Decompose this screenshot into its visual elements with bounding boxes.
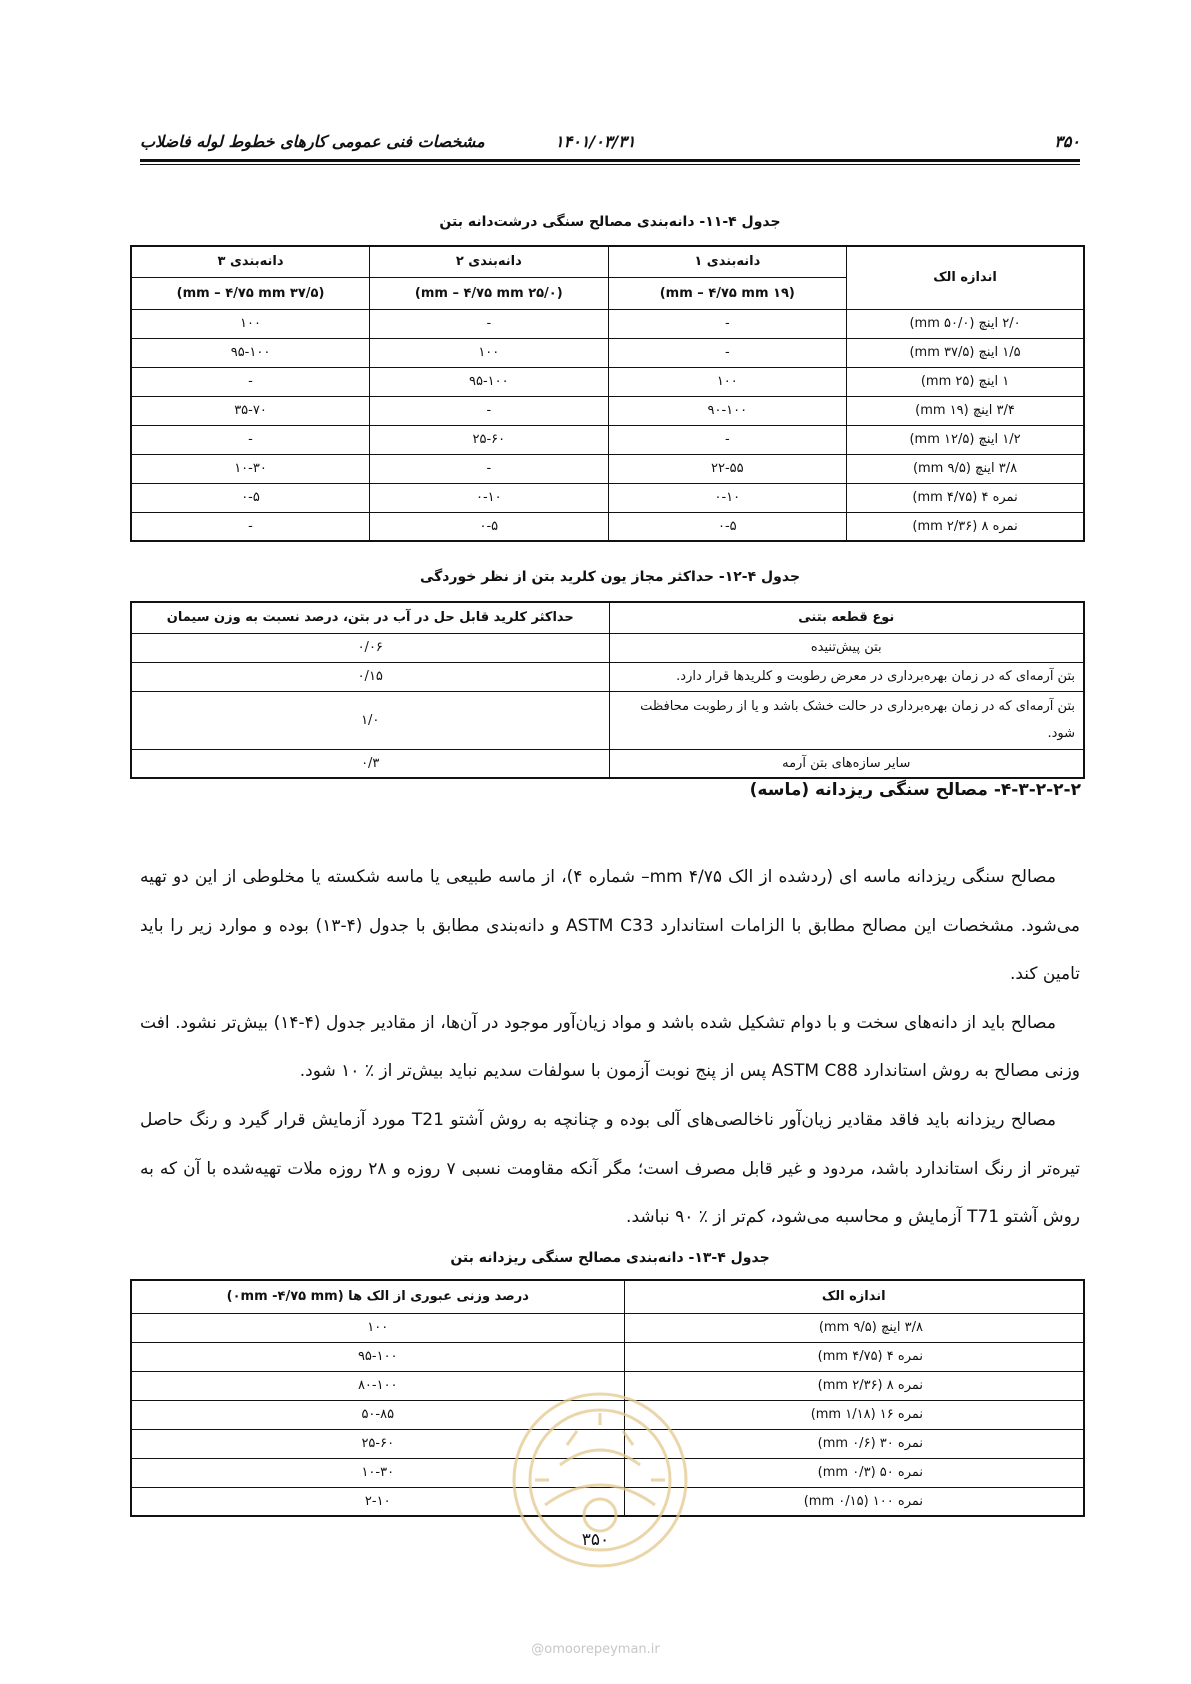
sieve-size-cell: نمره ۸ (۲/۳۶ mm) (847, 512, 1084, 541)
paragraph: مصالح ریزدانه باید فاقد مقادیر زیان‌آور ناخالصی‌های آلی بوده و چنانچه به روش آشتو T21 مورد آزمایش قرار گیرد و رنگ حاصل تیره‌تر از رنگ استاندارد باشد، مردود و غیر قابل مصرف است؛ مگر آنکه مقاومت نسبی ۷ روزه و ۲۸ روزه ملات تهیه‌شده با آن که به روش آشتو T71 آزمایش و محاسبه می‌شود، کم‌تر از ٪ ۹۰ نباشد. (140, 1109, 1080, 1228)
concrete-type-cell: بتن پیش‌تنیده (609, 633, 1084, 662)
passing-percent-cell: ۱۰۰ (131, 1313, 624, 1342)
table-row (131, 483, 1084, 512)
paragraph: مصالح سنگی ریزدانه ماسه ای (ردشده از الک ۴/۷۵ mm– شماره ۴)، از ماسه طبیعی یا ماسه شکسته یا مخلوطی از این دو تهیه می‌شود. مشخصات این مصالح مطابق با الزامات استاندارد ASTM C33 و دانه‌بندی مطابق با جدول (۴-۱۳) بوده و موارد زیر را باید تامین کند. (140, 867, 1080, 985)
max-chloride-cell: ۱/۰ (131, 691, 609, 749)
sieve-size-cell: نمره ۸ (۲/۳۶ mm) (624, 1371, 1084, 1400)
header-title: مشخصات فنی عمومی کارهای خطوط لوله فاضلاب (140, 132, 485, 151)
gradation-2-cell: ۲۵-۶۰ (370, 425, 609, 454)
max-chloride-cell: ۰/۱۵ (131, 662, 609, 691)
concrete-type-cell: سایر سازه‌های بتن آرمه (609, 749, 1084, 778)
gradation-3-cell: - (131, 425, 370, 454)
table-row (131, 662, 1084, 691)
max-chloride-cell: ۰/۰۶ (131, 633, 609, 662)
header-date: ۱۴۰۱/۰۳/۳۱ (555, 132, 636, 151)
sieve-size-cell: نمره ۳۰ (۰/۶ mm) (624, 1429, 1084, 1458)
sieve-size-cell: ۱ اینچ (۲۵ mm) (847, 367, 1084, 396)
sieve-size-cell: نمره ۱۰۰ (۰/۱۵ mm) (624, 1487, 1084, 1516)
gradation-2-cell: ۰-۱۰ (370, 483, 609, 512)
table-row (131, 338, 1084, 367)
page-header (140, 128, 1080, 168)
gradation-1-cell: ۹۰-۱۰۰ (608, 396, 847, 425)
header-rule-thin (140, 164, 1080, 165)
sieve-size-cell: نمره ۴ (۴/۷۵ mm) (847, 483, 1084, 512)
gradation-2-header: دانه‌بندی ۲ (370, 246, 609, 277)
gradation-1-cell: ۲۲-۵۵ (608, 454, 847, 483)
gradation-2-cell: ۹۵-۱۰۰ (370, 367, 609, 396)
passing-percent-cell: ۹۵-۱۰۰ (131, 1342, 624, 1371)
gradation-3-cell: ۱۰-۳۰ (131, 454, 370, 483)
gradation-2-cell: - (370, 454, 609, 483)
gradation-2-cell: ۱۰۰ (370, 338, 609, 367)
table-row (131, 691, 1084, 749)
sieve-size-cell: نمره ۵۰ (۰/۳ mm) (624, 1458, 1084, 1487)
gradation-3-range: (۳۷/۵ mm – ۴/۷۵ mm) (131, 277, 370, 309)
passing-percent-cell: ۲-۱۰ (131, 1487, 624, 1516)
max-chloride-header: حداکثر کلرید قابل حل در آب در بتن، درصد نسبت به وزن سیمان (131, 602, 609, 633)
gradation-3-cell: ۳۵-۷۰ (131, 396, 370, 425)
table2-caption: جدول ۴-۱۲- حداکثر مجاز یون کلرید بتن از نظر خوردگی (419, 569, 801, 585)
table-row (131, 425, 1084, 454)
gradation-3-header: دانه‌بندی ۳ (131, 246, 370, 277)
passing-percent-cell: ۱۰-۳۰ (131, 1458, 624, 1487)
sieve-size-header: اندازه الک (847, 246, 1084, 309)
gradation-1-cell: ۰-۱۰ (608, 483, 847, 512)
sieve-size-cell: ۱/۲ اینچ (۱۲/۵ mm) (847, 425, 1084, 454)
passing-percent-cell: ۸۰-۱۰۰ (131, 1371, 624, 1400)
table-row (131, 1342, 1084, 1371)
concrete-type-header: نوع قطعه بتنی (609, 602, 1084, 633)
gradation-2-range: (۲۵/۰ mm – ۴/۷۵ mm) (370, 277, 609, 309)
header-page-number: ۳۵۰ (1054, 132, 1080, 151)
coarse-aggregate-rows (131, 309, 1084, 541)
table-row (131, 454, 1084, 483)
coarse-aggregate-table (130, 245, 1085, 542)
table-row (131, 749, 1084, 778)
table-row (131, 396, 1084, 425)
sieve-size-header: اندازه الک (624, 1280, 1084, 1313)
sieve-size-cell: ۳/۴ اینچ (۱۹ mm) (847, 396, 1084, 425)
table1-caption: جدول ۴-۱۱- دانه‌بندی مصالح سنگی درشت‌دانه بتن (439, 214, 781, 230)
paragraph: مصالح باید از دانه‌های سخت و با دوام تشکیل شده باشد و مواد زیان‌آور موجود در آن‌ها، از مقادیر جدول (۴-۱۴) بیش‌تر نشود. افت وزنی مصالح به روش استاندارد ASTM C88 پس از پنج نوبت آزمون با سولفات سدیم نباید بیش‌تر از ٪ ۱۰ شود. (140, 1012, 1080, 1082)
chloride-limit-rows (131, 633, 1084, 778)
header-rule (140, 159, 1080, 162)
gradation-2-cell: ۰-۵ (370, 512, 609, 541)
sieve-size-cell: ۳/۸ اینچ (۹/۵ mm) (624, 1313, 1084, 1342)
sieve-size-cell: نمره ۱۶ (۱/۱۸ mm) (624, 1400, 1084, 1429)
gradation-3-cell: ۱۰۰ (131, 309, 370, 338)
table3-caption: جدول ۴-۱۳- دانه‌بندی مصالح سنگی ریزدانه بتن (450, 1250, 770, 1266)
table-row (131, 309, 1084, 338)
gradation-3-cell: ۰-۵ (131, 483, 370, 512)
concrete-type-cell: بتن آرمه‌ای که در زمان بهره‌برداری در حالت خشک باشد و یا از رطوبت محافظت شود. (609, 691, 1084, 749)
gradation-1-cell: ۱۰۰ (608, 367, 847, 396)
table-row (131, 633, 1084, 662)
table-row (131, 1313, 1084, 1342)
sieve-size-cell: ۱/۵ اینچ (۳۷/۵ mm) (847, 338, 1084, 367)
watermark-url: @omoorepeyman.ir (531, 1642, 660, 1657)
section-body (140, 853, 1080, 1242)
sieve-size-cell: نمره ۴ (۴/۷۵ mm) (624, 1342, 1084, 1371)
gradation-3-cell: - (131, 512, 370, 541)
sieve-size-cell: ۳/۸ اینچ (۹/۵ mm) (847, 454, 1084, 483)
section-title: ۴-۳-۲-۲-۲- مصالح سنگی ریزدانه (ماسه) (749, 780, 1081, 800)
gradation-1-cell: ۰-۵ (608, 512, 847, 541)
table-row (131, 512, 1084, 541)
passing-percent-cell: ۵۰-۸۵ (131, 1400, 624, 1429)
gradation-2-cell: - (370, 309, 609, 338)
gradation-2-cell: - (370, 396, 609, 425)
max-chloride-cell: ۰/۳ (131, 749, 609, 778)
gradation-3-cell: - (131, 367, 370, 396)
footer-page-number: ۳۵۰ (581, 1530, 610, 1550)
gradation-1-range: (۱۹ mm – ۴/۷۵ mm) (608, 277, 847, 309)
gradation-1-cell: - (608, 338, 847, 367)
gradation-3-cell: ۹۵-۱۰۰ (131, 338, 370, 367)
watermark-url-text: omoorepeyman.ir (544, 1642, 660, 1657)
concrete-type-cell: بتن آرمه‌ای که در زمان بهره‌برداری در معرض رطوبت و کلریدها قرار دارد. (609, 662, 1084, 691)
chloride-limit-table (130, 601, 1085, 779)
gradation-1-cell: - (608, 425, 847, 454)
gradation-1-cell: - (608, 309, 847, 338)
passing-percent-cell: ۲۵-۶۰ (131, 1429, 624, 1458)
sieve-size-cell: ۲/۰ اینچ (۵۰/۰ mm) (847, 309, 1084, 338)
passing-percent-header: درصد وزنی عبوری از الک ها (۰mm -۴/۷۵ mm) (131, 1280, 624, 1313)
table-row (131, 367, 1084, 396)
gradation-1-header: دانه‌بندی ۱ (608, 246, 847, 277)
